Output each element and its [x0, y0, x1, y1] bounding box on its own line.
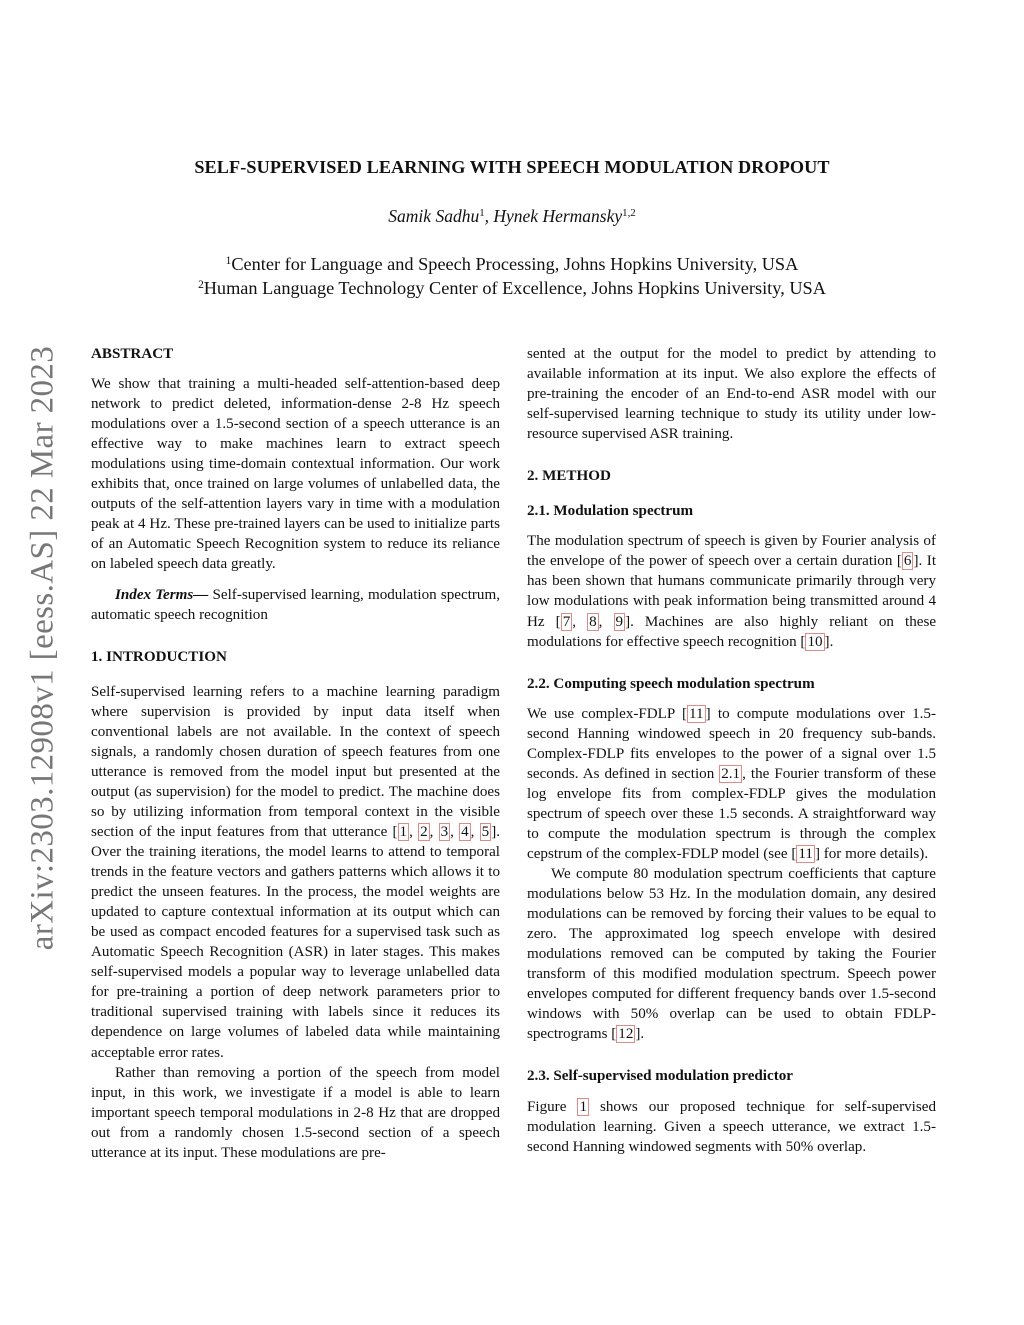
citation-link[interactable]: 2 — [420, 823, 428, 840]
author-2-affiliation-mark: 1,2 — [622, 207, 636, 220]
s22-text-d: ] for more details). — [814, 845, 929, 862]
s22-text-b: ] to compute modulations over 1.5-second Hanning windowed speech in 20 frequency sub-bands. Complex-FDLP fits envelopes to the power of a signal over 1.5 seconds. As defined in section — [527, 705, 936, 782]
figure-reference-link[interactable]: 1 — [579, 1098, 587, 1115]
section-2-3-paragraph — [527, 1097, 936, 1157]
citation-link[interactable]: 5 — [481, 823, 490, 840]
section-2-2-heading: 2.2. Computing speech modulation spectrum — [527, 675, 815, 692]
author-1-affiliation-mark: 1 — [479, 207, 485, 220]
section-2-2-paragraph-2 — [527, 864, 936, 1044]
citation-link[interactable]: 7 — [562, 613, 571, 630]
affiliation-1-text: Center for Language and Speech Processing, Johns Hopkins University, USA — [231, 254, 799, 274]
left-column — [91, 344, 500, 1163]
method-heading: 2. METHOD — [527, 468, 611, 485]
citation-link[interactable]: 6 — [903, 553, 912, 570]
affiliation-2-mark: 2 — [198, 278, 204, 291]
section-2-2-paragraph-1 — [527, 704, 936, 864]
author-1: Samik Sadhu — [388, 206, 480, 226]
citation-link[interactable]: 11 — [798, 845, 813, 862]
paper-title: SELF-SUPERVISED LEARNING WITH SPEECH MODULATION DROPOUT — [194, 157, 830, 177]
citation-link[interactable]: 12 — [618, 1026, 634, 1043]
arxiv-identifier: arXiv:2303.12908v1 [eess.AS] 22 Mar 2023 — [24, 345, 61, 951]
intro-p1-text-a: Self-supervised learning refers to a machine learning paradigm where supervision is provided by input data itself when conventional labels are not available. In the context of speech signals, a randomly chosen duration of speech features from one utterance is removed from the model input but presented at the output (as supervision) for the model to predict. The machine does so by utilizing information from temporal context in the visible section of the input features from that utterance [ — [91, 683, 500, 840]
abstract-text: We show that training a multi-headed self-attention-based deep network to predict deleted, information-dense 2-8 Hz speech modulations over a 1.5-second section of a speech utterance is an effective way to make machines learn to extract speech modulations using time-domain contextual information. Our work exhibits that, once trained on large volumes of unlabelled data, the outputs of the self-attention layers vary in time with a modulation peak at 4 Hz. These pre-trained layers can be used to initialize parts of an Automatic Speech Recognition system to reduce its reliance on labeled speech data greatly. — [91, 376, 500, 573]
index-terms-label: Index Terms— — [115, 586, 209, 603]
introduction-heading: 1. INTRODUCTION — [91, 648, 227, 665]
index-terms — [91, 585, 500, 625]
s22-text-a: We use complex-FDLP [ — [527, 705, 688, 722]
affiliation-1 — [0, 254, 1024, 275]
s22p2-text-a: We compute 80 modulation spectrum coefficients that capture modulations below 53 Hz. In the modulation domain, any desired modulations can be removed by forcing their values to be equal to zero. The approximated log speech envelope with desired modulations removed can be computed by taking the Fourier transform of this modified modulation spectrum. Speech power envelopes computed for different frequency bands over 1.5-second windows with 50% overlap can be used to obtain FDLP-spectrograms [ — [527, 866, 936, 1043]
s23-text-b: shows our proposed technique for self-supervised modulation learning. Given a speech utterance, we extract 1.5-second Hanning windowed segments with 50% overlap. — [527, 1098, 936, 1155]
index-terms-text: Self-supervised learning, modulation spectrum, automatic speech recognition — [91, 586, 500, 623]
s22-text-c: , the Fourier transform of these log envelope fits from complex-FDLP gives the modulation spectrum of speech over these 1.5 seconds. A straightforward way to compute the modulation spectrum is through the complex cepstrum of the complex-FDLP model (see [ — [527, 765, 936, 862]
introduction-paragraph-1: Self-supervised learning refers to a machine learning paradigm where supervision is provided by input data itself when conventional labels are not available. In the context of speech signals, a randomly chosen duration of speech features from one utterance is removed from the model input but presented at the output (as supervision) for the model to predict. The machine does so by utilizing information from temporal context in the visible section of the input features from that utterance [ 1 , 2 , 3 , 4 , 5 ]. Over the training iterations, the model learns to attend to temporal trends in the feature vectors and gathers patterns which allows it to predict the unseen features. In the process, the model weights are updated to capture contextual information at its output which can be used as compact encoded features for a supervised task such as Automatic Speech Recognition (ASR) in later stages. This makes self-supervised models a popular way to leverage unlabelled data for pre-training a portion of deep network parameters prior to traditional supervised training with labels since it reduces its dependence on large volumes of labeled data while maintaining acceptable error rates. — [91, 683, 501, 1061]
citation-link[interactable]: 11 — [689, 705, 704, 722]
affiliation-1-mark: 1 — [225, 254, 232, 267]
s22p2-text-b: ]. — [635, 1026, 645, 1043]
citation-link[interactable]: 9 — [615, 613, 624, 630]
right-column — [527, 344, 936, 1157]
s21-text-a: The modulation spectrum of speech is given by Fourier analysis of the envelope of the power of speech over a certain duration [ — [527, 533, 936, 570]
citation-link[interactable]: 1 — [399, 823, 408, 840]
section-2-1-paragraph: The modulation spectrum of speech is given by Fourier analysis of the envelope of the power of speech over a certain duration [ 6 ]. It has been shown that humans communicate primarily through very low modulations with peak information being transmitted around 4 Hz [ 7 , 8 , 9 ]. Machines are also highly reliant on these modulations for effective speech recognition [ 10 ]. — [527, 533, 937, 650]
section-reference-link[interactable]: 2.1 — [721, 765, 741, 782]
introduction-paragraph-2: Rather than removing a portion of the speech from model input, in this work, we investigate if a model is able to learn important speech temporal modulations in 2-8 Hz that are dropped out from a randomly chosen 1.5-second section of a speech utterance at its input. These modulations are pre- — [91, 1064, 500, 1161]
intro-p1-text-b: ]. Over the training iterations, the model learns to attend to temporal trends in the feature vectors and gathers patterns which allows it to predict the unseen features. In the process, the model weights are updated to capture contextual information at its output which can be used as compact encoded features for a supervised task such as Automatic Speech Recognition (ASR) in later stages. This makes self-supervised models a popular way to leverage unlabelled data for pre-training a portion of deep network parameters prior to traditional supervised training with labels since it reduces its dependence on large volumes of labeled data while maintaining acceptable error rates. — [91, 823, 501, 1061]
section-2-1-heading: 2.1. Modulation spectrum — [527, 503, 694, 520]
affiliation-2-text: Human Language Technology Center of Excellence, Johns Hopkins University, USA — [203, 278, 826, 298]
citation-link[interactable]: 4 — [461, 823, 469, 840]
s21-text-b: ]. It has been shown that humans communicate primarily through very low modulations with peak information being transmitted around 4 Hz [ — [527, 553, 937, 630]
section-2-3-heading: 2.3. Self-supervised modulation predictor — [527, 1068, 793, 1085]
affiliation-2 — [0, 278, 1024, 299]
s21-text-c: ]. Machines are also highly reliant on these modulations for effective speech recognition [ — [527, 613, 937, 650]
citation-link[interactable]: 10 — [807, 633, 823, 650]
citation-link[interactable]: 3 — [440, 823, 449, 840]
introduction-paragraph-2-continued: sented at the output for the model to predict by attending to available information at its input. We also explore the effects of pre-training the encoder of an End-to-end ASR model with our self-supervised learning technique to study its utility under low-resource supervised ASR training. — [527, 346, 936, 443]
abstract-heading: ABSTRACT — [91, 346, 174, 362]
author-2: Hynek Hermansky — [493, 206, 623, 226]
citation-link[interactable]: 8 — [589, 613, 597, 630]
author-list — [0, 206, 1024, 227]
s23-text-a: Figure — [527, 1098, 578, 1115]
author-separator: , — [484, 206, 494, 226]
s21-text-d: ]. — [824, 633, 834, 650]
